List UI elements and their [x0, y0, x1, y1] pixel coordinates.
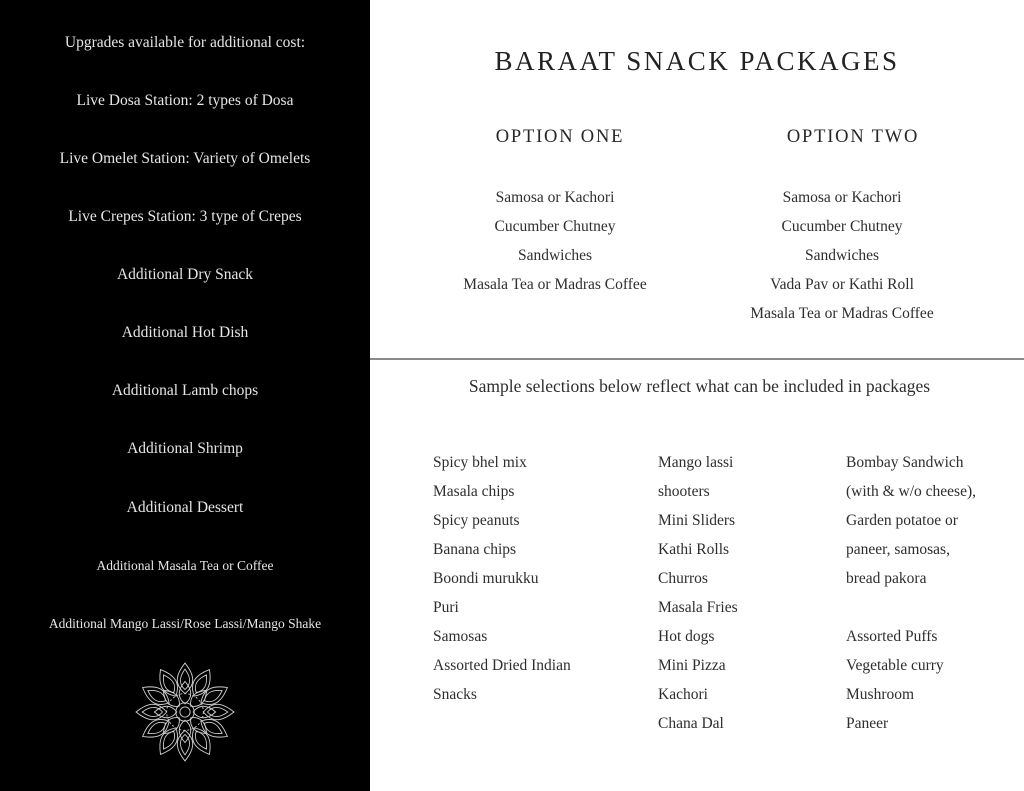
sample-item: Kachori — [658, 686, 708, 703]
sample-item: Masala Fries — [658, 599, 738, 616]
upgrades-panel — [0, 0, 370, 791]
sample-item: Chana Dal — [658, 715, 724, 732]
upgrade-item: Additional Masala Tea or Coffee — [96, 558, 274, 573]
sample-item: Bombay Sandwich — [846, 454, 964, 471]
sample-item: Snacks — [433, 686, 477, 703]
sample-item: Banana chips — [433, 541, 517, 558]
sample-item: Churros — [658, 570, 708, 587]
option-two-heading: OPTION TWO — [786, 127, 920, 147]
option-one-heading: OPTION ONE — [495, 127, 625, 147]
packages-panel — [370, 0, 1024, 791]
sample-item: Puri — [433, 599, 459, 616]
option-one-item: Cucumber Chutney — [494, 218, 616, 235]
sample-item: Spicy peanuts — [433, 512, 520, 529]
sample-item: Samosas — [433, 628, 488, 645]
option-two-item: Samosa or Kachori — [782, 189, 902, 206]
option-two-item: Sandwiches — [804, 247, 880, 264]
upgrades-heading: Upgrades available for additional cost: — [64, 34, 306, 51]
sample-item: Garden potatoe or — [846, 512, 958, 529]
sample-item: Boondi murukku — [433, 570, 539, 587]
option-one-item: Samosa or Kachori — [495, 189, 615, 206]
sample-item: bread pakora — [846, 570, 927, 587]
upgrade-item: Additional Mango Lassi/Rose Lassi/Mango Shake — [48, 616, 322, 631]
option-two-item: Cucumber Chutney — [781, 218, 903, 235]
upgrade-item: Additional Dessert — [126, 499, 244, 516]
sample-item: Spicy bhel mix — [433, 454, 527, 471]
upgrade-item: Live Omelet Station: Variety of Omelets — [59, 150, 311, 167]
sample-column-2 — [658, 451, 738, 741]
option-two-item: Vada Pav or Kathi Roll — [770, 276, 914, 293]
sample-item: Mini Sliders — [658, 512, 736, 529]
sample-item: paneer, samosas, — [846, 541, 950, 558]
sample-item: Hot dogs — [658, 628, 715, 645]
option-one-item: Masala Tea or Madras Coffee — [463, 276, 647, 293]
sample-item: Assorted Puffs — [846, 628, 938, 645]
upgrade-item: Additional Dry Snack — [116, 266, 254, 283]
sample-column-1 — [433, 451, 571, 712]
mandala-icon — [134, 661, 236, 763]
sample-item: Mushroom — [846, 686, 915, 703]
sample-item: shooters — [658, 483, 710, 500]
sample-item: Vegetable curry — [846, 657, 944, 674]
sample-item: Mini Pizza — [658, 657, 726, 674]
option-one-item: Sandwiches — [517, 247, 593, 264]
upgrade-item: Additional Lamb chops — [111, 382, 259, 399]
sample-item: Mango lassi — [658, 454, 734, 471]
upgrade-item: Live Crepes Station: 3 type of Crepes — [68, 208, 302, 225]
sample-item: Assorted Dried Indian — [433, 657, 571, 674]
sample-spacer — [846, 596, 976, 625]
sample-item: Kathi Rolls — [658, 541, 730, 558]
upgrade-item: Additional Hot Dish — [121, 324, 249, 341]
upgrade-item: Live Dosa Station: 2 types of Dosa — [76, 92, 294, 109]
option-two-item: Masala Tea or Madras Coffee — [750, 305, 934, 322]
sample-note: Sample selections below reflect what can be included in packages — [468, 376, 931, 396]
section-divider — [370, 358, 1024, 360]
sample-column-3 — [846, 451, 976, 741]
upgrade-item: Additional Shrimp — [127, 440, 243, 457]
sample-item: Paneer — [846, 715, 889, 732]
sample-item: (with & w/o cheese), — [846, 483, 976, 500]
sample-item: Masala chips — [433, 483, 515, 500]
page-title: BARAAT SNACK PACKAGES — [494, 46, 900, 76]
